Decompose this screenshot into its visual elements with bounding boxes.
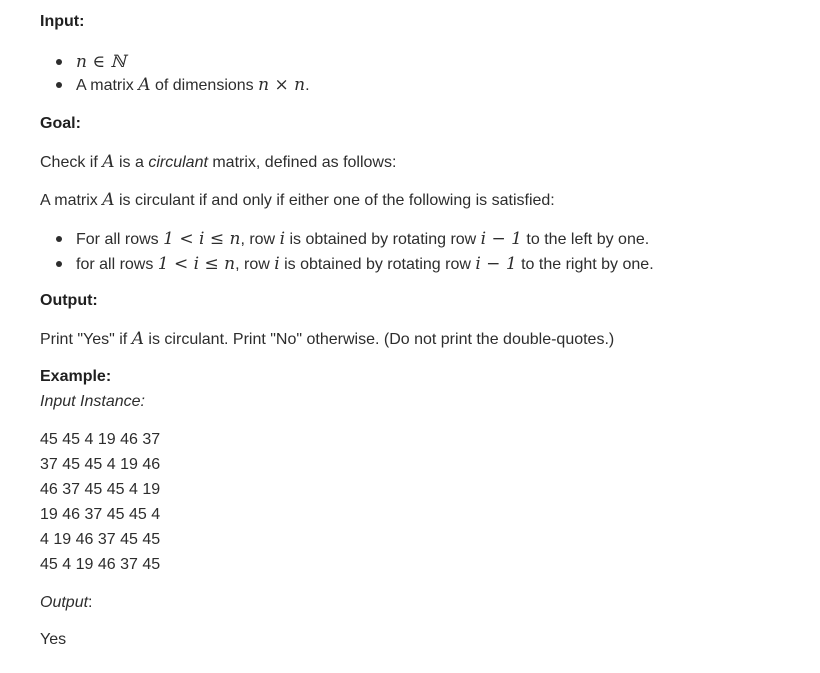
matrix-row: 37 45 45 4 19 46 [40,456,161,473]
text: , row [240,231,280,248]
math-i: i [279,229,285,249]
text: . [305,77,310,94]
output-description [40,329,614,350]
text: is obtained by rotating row [279,256,476,273]
output-heading: Output: [40,292,98,309]
math-range: 1 < i ≤ n [157,254,236,274]
text: is obtained by rotating row [285,231,481,248]
math-range: 1 < i ≤ n [163,229,241,249]
bullet-dot [56,59,62,65]
text: A matrix [76,77,139,94]
bullet-dot [56,236,62,242]
input-item-matrix [76,75,310,96]
text: is a [114,154,149,171]
text: : [88,594,93,611]
text: , row [235,256,275,273]
matrix-row: 19 46 37 45 45 4 [40,506,161,523]
goal-intro [40,152,396,173]
math-i-minus-1: i − 1 [475,254,517,274]
example-heading: Example: [40,368,112,385]
circulant-term: circulant [148,154,208,171]
math-n-by-n: n × n [258,75,306,95]
math-A: A [131,329,144,349]
condition-right-rotation [76,254,654,275]
text: to the right by one. [516,256,654,273]
math-A: A [102,152,115,172]
matrix-row: 45 45 4 19 46 37 [40,431,161,448]
input-item-n [76,52,126,73]
text: for all rows [76,256,158,273]
math-n-in-naturals: n ∈ ℕ [76,52,126,72]
output-label [40,593,92,613]
text: to the left by one. [521,231,650,248]
math-A: A [138,75,151,95]
text: is circulant if and only if either one of the following is satisfied: [114,192,555,209]
text: Output [40,594,89,611]
matrix-row: 45 4 19 46 37 45 [40,556,161,573]
condition-left-rotation [76,229,649,250]
bullet-dot [56,82,62,88]
goal-definition [40,190,555,211]
matrix-row: 4 19 46 37 45 45 [40,531,161,548]
bullet-dot [56,261,62,267]
math-i: i [274,254,280,274]
text: A matrix [40,192,103,209]
text: Check if [40,154,103,171]
output-value: Yes [40,631,67,648]
math-A: A [102,190,115,210]
text: For all rows [76,231,164,248]
text: is circulant. Print "No" otherwise. (Do not print the double-quotes.) [143,331,615,348]
text: Print "Yes" if [40,331,132,348]
text: of dimensions [150,77,259,94]
goal-heading: Goal: [40,115,81,132]
text: matrix, defined as follows: [207,154,397,171]
math-i-minus-1: i − 1 [480,229,522,249]
input-heading: Input: [40,13,85,30]
input-instance-label: Input Instance: [40,393,145,410]
matrix-row: 46 37 45 45 4 19 [40,481,161,498]
